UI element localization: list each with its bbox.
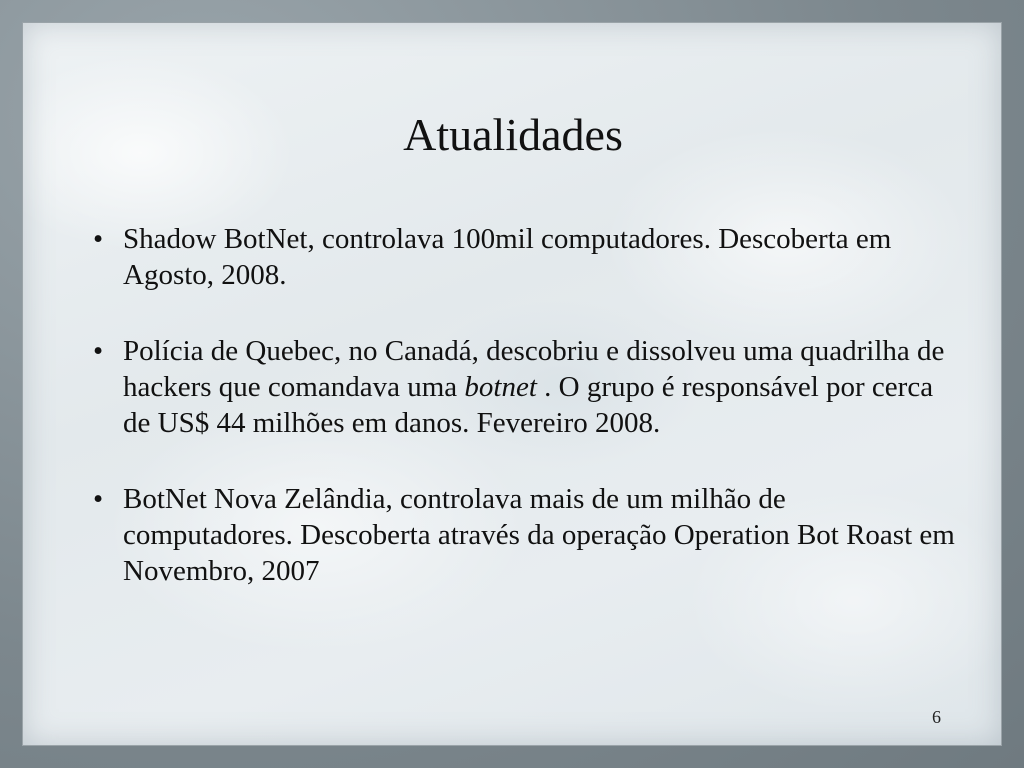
bullet-text-before: Polícia de Quebec, no Canadá, descobriu e dissolveu uma quadrilha de hackers que comandava uma [123, 335, 945, 403]
slide [22, 22, 1002, 746]
bullet-text: BotNet Nova Zelândia, controlava mais de um milhão de computadores. Descoberta através da operação Operation Bot Roast em Novembro, 2007 [123, 483, 955, 587]
slide-title: Atualidades [403, 109, 623, 160]
bullet-text-italic: botnet [464, 371, 537, 403]
bullet-text: Shadow BotNet, controlava 100mil computadores. Descoberta em Agosto, 2008. [123, 223, 892, 291]
bullet-item-shadow-botnet [101, 221, 961, 293]
bullet-item-nova-zelandia [101, 481, 961, 589]
bullet-text-after: . O grupo é responsável por cerca de US$ 44 milhões em danos. Fevereiro 2008. [123, 371, 934, 439]
page-number: 6 [932, 707, 941, 727]
bullet-item-quebec [101, 333, 961, 441]
bullet-list [101, 221, 961, 589]
